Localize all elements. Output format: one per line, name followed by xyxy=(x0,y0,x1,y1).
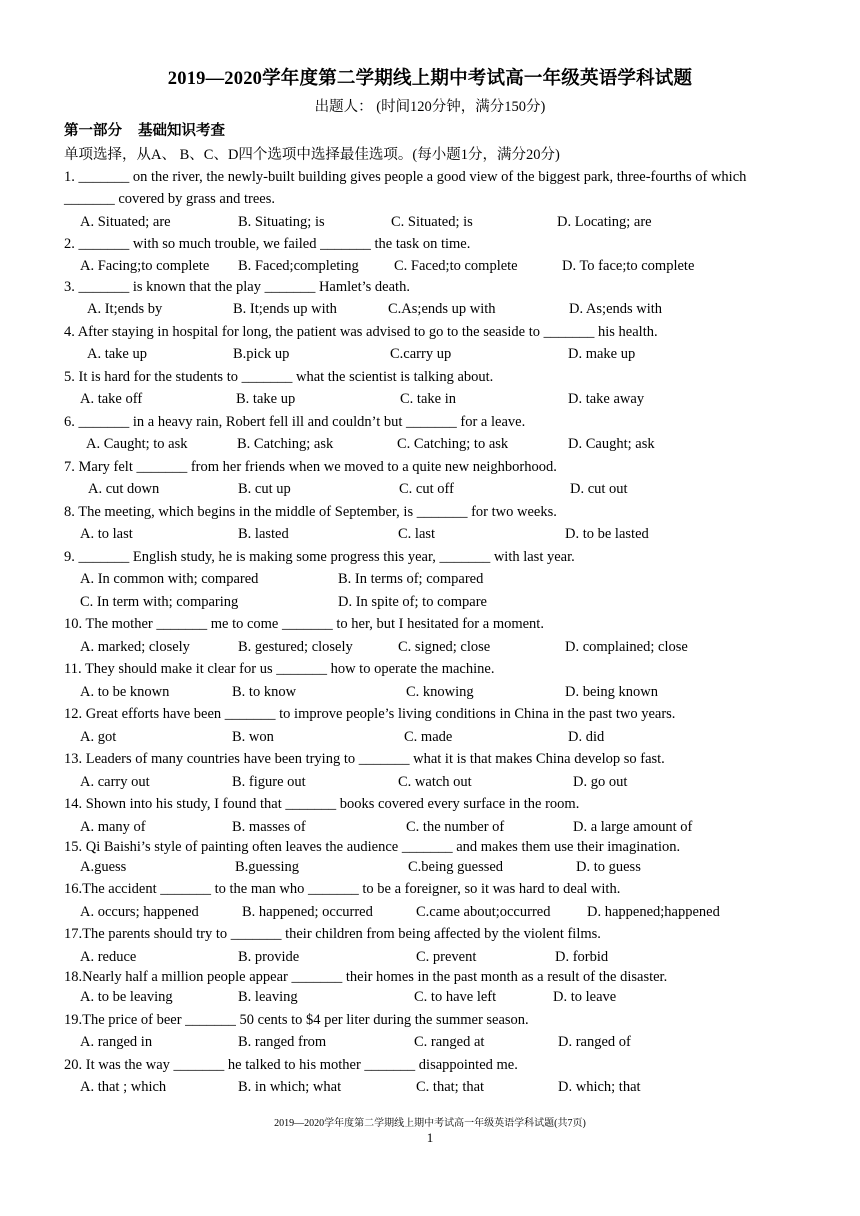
answer-option: A. got xyxy=(80,729,117,745)
question-stem: 4. After staying in hospital for long, the patient was advised to go to the seaside to _______ his health. xyxy=(64,324,658,340)
answer-option: B. provide xyxy=(238,949,300,965)
answer-option: C. cut off xyxy=(399,481,454,497)
answer-option: D. In spite of; to compare xyxy=(338,594,487,610)
answer-option: B. Catching; ask xyxy=(237,436,334,452)
answer-option: C. last xyxy=(398,526,436,542)
answer-option: C. made xyxy=(404,729,453,745)
answer-option: C. Situated; is xyxy=(391,214,473,230)
answer-option: D. to be lasted xyxy=(565,526,649,542)
question-stem: 2. _______ with so much trouble, we failed _______ the task on time. xyxy=(64,236,471,252)
answer-option: D. did xyxy=(568,729,605,745)
answer-option: B. figure out xyxy=(232,774,306,790)
answer-option: D. To face;to complete xyxy=(562,258,695,274)
answer-option: C. to have left xyxy=(414,989,497,1005)
question-stem: _______ covered by grass and trees. xyxy=(64,191,275,207)
answer-option: A. Situated; are xyxy=(80,214,171,230)
answer-option: C.being guessed xyxy=(408,859,504,875)
section-name: 基础知识考查 xyxy=(138,123,225,139)
answer-option: C. signed; close xyxy=(398,639,491,655)
answer-option: B. in which; what xyxy=(238,1079,342,1095)
answer-option: D. to guess xyxy=(576,859,641,875)
answer-option: B. gestured; closely xyxy=(238,639,353,655)
question-stem: 11. They should make it clear for us _______ how to operate the machine. xyxy=(64,661,495,677)
answer-option: A. In common with; compared xyxy=(80,571,259,587)
answer-option: C. the number of xyxy=(406,819,505,835)
answer-option: A. that ; which xyxy=(80,1079,167,1095)
question-stem: 3. _______ is known that the play _______ Hamlet’s death. xyxy=(64,279,410,295)
answer-option: D. complained; close xyxy=(565,639,688,655)
question-stem: 18.Nearly half a million people appear _______ their homes in the past month as a result of the disaster. xyxy=(64,969,668,985)
answer-option: B. ranged from xyxy=(238,1034,327,1050)
answer-option: A. reduce xyxy=(80,949,137,965)
answer-option: D. Locating; are xyxy=(557,214,652,230)
answer-option: B. happened; occurred xyxy=(242,904,373,920)
question-stem: 8. The meeting, which begins in the middle of September, is _______ for two weeks. xyxy=(64,504,557,520)
answer-option: B. masses of xyxy=(232,819,306,835)
section-instructions: 单项选择，从A、 B、C、D四个选项中选择最佳选项。(每小题1分，满分20分) xyxy=(64,147,560,163)
question-stem: 5. It is hard for the students to _______ what the scientist is talking about. xyxy=(64,369,494,385)
answer-option: A. Facing;to complete xyxy=(80,258,210,274)
question-stem: 20. It was the way _______ he talked to his mother _______ disappointed me. xyxy=(64,1057,518,1073)
answer-option: D. which; that xyxy=(558,1079,641,1095)
answer-option: B.guessing xyxy=(235,859,300,875)
answer-option: B. In terms of; compared xyxy=(338,571,484,587)
answer-option: B. cut up xyxy=(238,481,291,497)
question-stem: 10. The mother _______ me to come _______ to her, but I hesitated for a moment. xyxy=(64,616,544,632)
answer-option: A. carry out xyxy=(80,774,150,790)
answer-option: D. take away xyxy=(568,391,645,407)
exam-title: 2019—2020学年度第二学期线上期中考试高一年级英语学科试题 xyxy=(167,69,693,89)
answer-option: D. forbid xyxy=(555,949,609,965)
answer-option: D. being known xyxy=(565,684,659,700)
answer-option: C. knowing xyxy=(406,684,474,700)
question-stem: 17.The parents should try to _______ their children from being affected by the violent films. xyxy=(64,926,601,942)
section-part: 第一部分 xyxy=(64,123,122,139)
answer-option: C. Faced;to complete xyxy=(394,258,518,274)
answer-option: D. happened;happened xyxy=(587,904,720,920)
answer-option: A. many of xyxy=(80,819,146,835)
answer-option: A. marked; closely xyxy=(80,639,190,655)
answer-option: C. that; that xyxy=(416,1079,485,1095)
answer-option: C. ranged at xyxy=(414,1034,485,1050)
page-number: 1 xyxy=(426,1130,434,1145)
answer-option: A. ranged in xyxy=(80,1034,153,1050)
answer-option: C.carry up xyxy=(390,346,452,362)
answer-option: A. take up xyxy=(87,346,147,362)
answer-option: C. prevent xyxy=(416,949,477,965)
answer-option: A. to last xyxy=(80,526,133,542)
answer-option: A.guess xyxy=(80,859,127,875)
answer-option: D. go out xyxy=(573,774,628,790)
answer-option: D. to leave xyxy=(553,989,617,1005)
answer-option: B. It;ends up with xyxy=(233,301,337,317)
answer-option: D. As;ends with xyxy=(569,301,663,317)
answer-option: B. lasted xyxy=(238,526,289,542)
exam-subtitle: 出题人： (时间120分钟，满分150分) xyxy=(314,99,546,115)
answer-option: D. ranged of xyxy=(558,1034,631,1050)
answer-option: B. to know xyxy=(232,684,297,700)
answer-option: D. cut out xyxy=(570,481,628,497)
answer-option: B. won xyxy=(232,729,274,745)
question-stem: 13. Leaders of many countries have been trying to _______ what it is that makes China develop so fast. xyxy=(64,751,665,767)
answer-option: C.came about;occurred xyxy=(416,904,551,920)
answer-option: C. Catching; to ask xyxy=(397,436,509,452)
answer-option: A. cut down xyxy=(88,481,160,497)
answer-option: B. leaving xyxy=(238,989,298,1005)
answer-option: D. Caught; ask xyxy=(568,436,655,452)
question-stem: 19.The price of beer _______ 50 cents to $4 per liter during the summer season. xyxy=(64,1012,529,1028)
answer-option: C. take in xyxy=(400,391,456,407)
answer-option: D. a large amount of xyxy=(573,819,693,835)
question-stem: 12. Great efforts have been _______ to improve people’s living conditions in China in the past two years. xyxy=(64,706,676,722)
question-stem: 7. Mary felt _______ from her friends when we moved to a quite new neighborhood. xyxy=(64,459,557,475)
question-stem: 1. _______ on the river, the newly-built building gives people a good view of the biggest park, three-fourths of which xyxy=(64,169,747,185)
answer-option: A. to be leaving xyxy=(80,989,173,1005)
question-stem: 14. Shown into his study, I found that _______ books covered every surface in the room. xyxy=(64,796,580,812)
question-stem: 15. Qi Baishi’s style of painting often leaves the audience _______ and makes them use their imagination. xyxy=(64,839,681,855)
answer-option: A. to be known xyxy=(80,684,170,700)
page-footer: 2019—2020学年度第二学期线上期中考试高一年级英语学科试题(共7页) xyxy=(274,1118,586,1129)
answer-option: B. Situating; is xyxy=(238,214,325,230)
answer-option: C. watch out xyxy=(398,774,472,790)
section-heading xyxy=(64,119,241,140)
question-stem: 16.The accident _______ to the man who _______ to be a foreigner, so it was hard to deal with. xyxy=(64,881,621,897)
answer-option: A. It;ends by xyxy=(87,301,163,317)
answer-option: D. make up xyxy=(568,346,636,362)
answer-option: B. take up xyxy=(236,391,296,407)
answer-option: C.As;ends up with xyxy=(388,301,496,317)
answer-option: A. Caught; to ask xyxy=(86,436,188,452)
answer-option: A. occurs; happened xyxy=(80,904,199,920)
answer-option: C. In term with; comparing xyxy=(80,594,239,610)
question-stem: 9. _______ English study, he is making some progress this year, _______ with last year. xyxy=(64,549,575,565)
answer-option: A. take off xyxy=(80,391,143,407)
answer-option: B.pick up xyxy=(233,346,290,362)
answer-option: B. Faced;completing xyxy=(238,258,359,274)
question-stem: 6. _______ in a heavy rain, Robert fell ill and couldn’t but _______ for a leave. xyxy=(64,414,526,430)
